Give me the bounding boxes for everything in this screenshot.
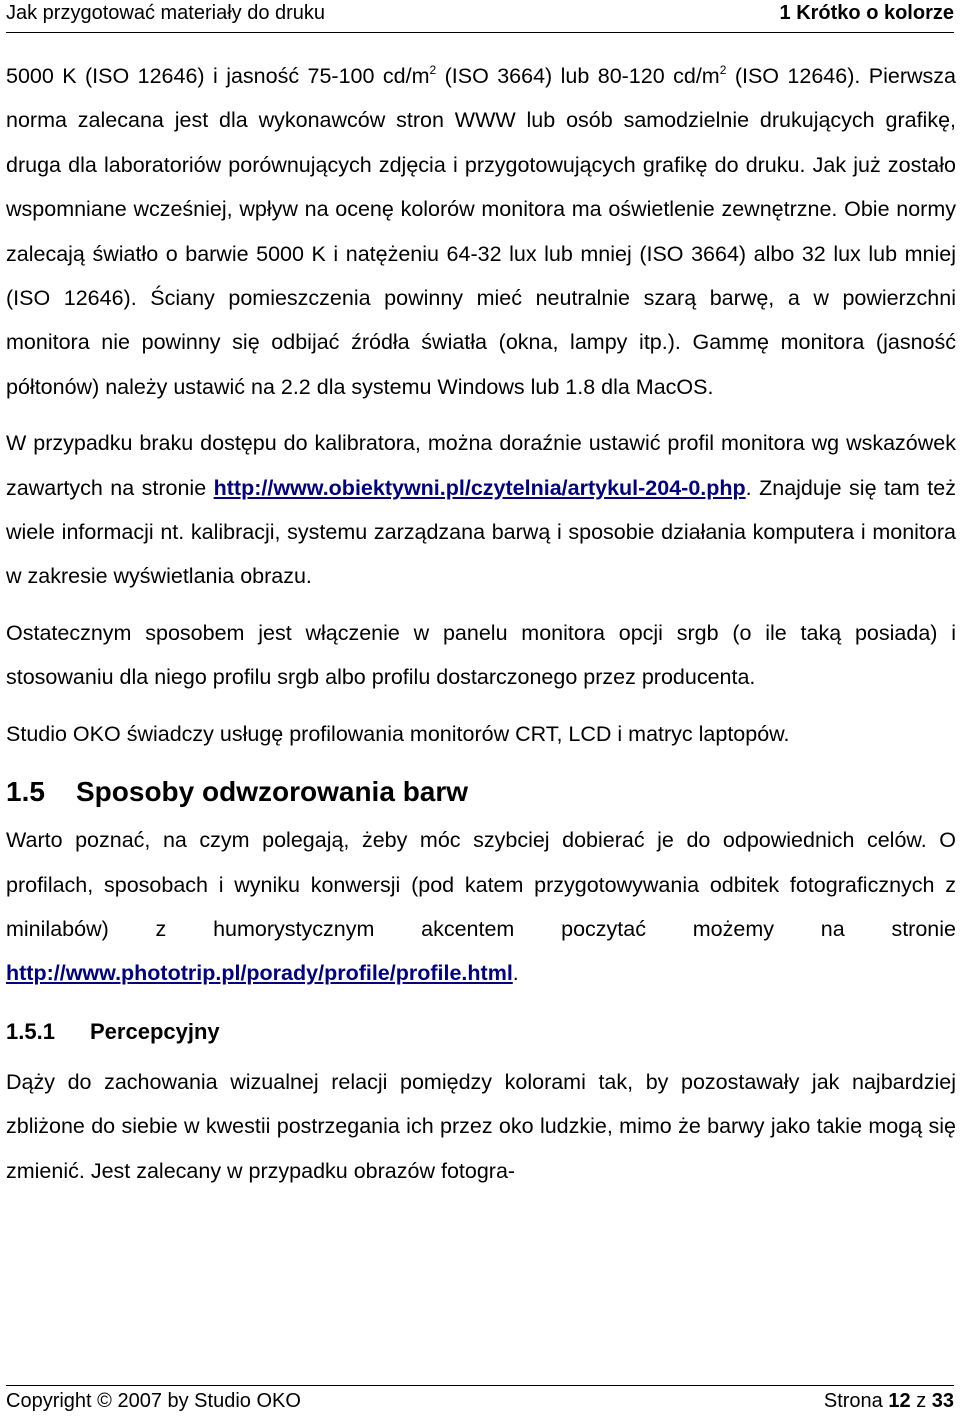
- paragraph-calibration: [6, 421, 956, 599]
- subsection-heading: [6, 1012, 956, 1052]
- footer-copyright: Copyright © 2007 by Studio OKO: [6, 1389, 301, 1412]
- header-document-title: Jak przygotować materiały do druku: [6, 2, 326, 24]
- document-body: [6, 54, 956, 1193]
- superscript: 2: [429, 63, 437, 77]
- paragraph-monitor-norms: [6, 54, 956, 409]
- page-label: Strona: [823, 1389, 883, 1412]
- paragraph-text: . Znajduje się tam też wiele informacji nt. kalibracji, systemu zarządzana barwą i sposobie działania komputera i monitora w zakresie wyświetlania obrazu.: [6, 475, 956, 589]
- header-chapter-title: 1 Krótko o kolorze: [779, 2, 954, 24]
- obiektywni-link[interactable]: http://www.obiektywni.pl/czytelnia/artykul-204-0.php: [213, 475, 746, 500]
- phototrip-link[interactable]: http://www.phototrip.pl/porady/profile/profile.html: [6, 961, 513, 986]
- paragraph-text: W przypadku braku dostępu do kalibratora, można doraźnie ustawić profil monitora wg wskazówek zawartych na stronie: [6, 431, 956, 500]
- subsection-number: 1.5.1: [6, 1018, 55, 1044]
- page-footer: [6, 1385, 954, 1416]
- section-heading: [6, 772, 956, 812]
- paragraph-text: Warto poznać, na czym polegają, żeby móc szybciej dobierać je do odpowiednich celów. O profilach, sposobach i wyniku konwersji (pod katem przygotowywania odbitek fotograficznych z minilabów) z humorystycznym akcentem poczytać możemy na stronie: [6, 828, 956, 941]
- paragraph-text: (ISO 12646). Pierwsza norma zalecana jest dla wykonawców stron WWW lub osób samodzielnie drukujących grafikę, druga dla laboratoriów porównujących zdjęcia i przygotowujących grafikę do druku. Jak już zostało wspomniane wcześniej, wpływ na ocenę kolorów monitora ma oświetlenie zewnętrzne. Obie normy zalecają światło o barwie 5000 K i natężeniu 64-32 lux lub mniej (ISO 3664) albo 32 lux lub mniej (ISO 12646). Ściany pomieszczenia powinny mieć neutralnie szarą barwę, a w powierzchni monitora nie powinny się odbijać źródła światła (okna, lampy itp.). Gammę monitora (jasność półtonów) należy ustawić na 2.2 dla systemu Windows lub 1.8 dla MacOS.: [6, 64, 956, 399]
- paragraph-perceptual: Dąży do zachowania wizualnej relacji pomiędzy kolorami tak, by pozostawały jak najbardziej zbliżone do siebie w kwestii postrzegania ich przez oko ludzkie, mimo że barwy jako takie mogą się zmienić. Jest zalecany w przypadku obrazów fotogra-: [6, 1069, 956, 1183]
- current-page: 12: [888, 1389, 911, 1412]
- paragraph-rendering-intents: [6, 818, 956, 996]
- footer-page-number: [824, 1390, 954, 1413]
- paragraph-text: .: [512, 961, 519, 986]
- page-separator: z: [916, 1389, 927, 1412]
- paragraph-srgb: Ostatecznym sposobem jest włączenie w panelu monitora opcji srgb (o ile taką posiada) i stosowaniu dla niego profilu srgb albo profilu dostarczonego przez producenta.: [6, 620, 956, 690]
- paragraph-studio-oko: Studio OKO świadczy usługę profilowania monitorów CRT, LCD i matryc laptopów.: [6, 721, 790, 746]
- section-number: 1.5: [6, 776, 45, 808]
- section-title: Sposoby odwzorowania barw: [76, 776, 469, 808]
- paragraph-text: (ISO 3664) lub 80-120 cd/m: [436, 64, 720, 88]
- subsection-title: Percepcyjny: [90, 1018, 220, 1044]
- total-pages: 33: [931, 1389, 954, 1412]
- superscript: 2: [719, 63, 727, 77]
- page-header: [6, 0, 954, 33]
- paragraph-text: 5000 K (ISO 12646) i jasność 75-100 cd/m: [6, 64, 430, 88]
